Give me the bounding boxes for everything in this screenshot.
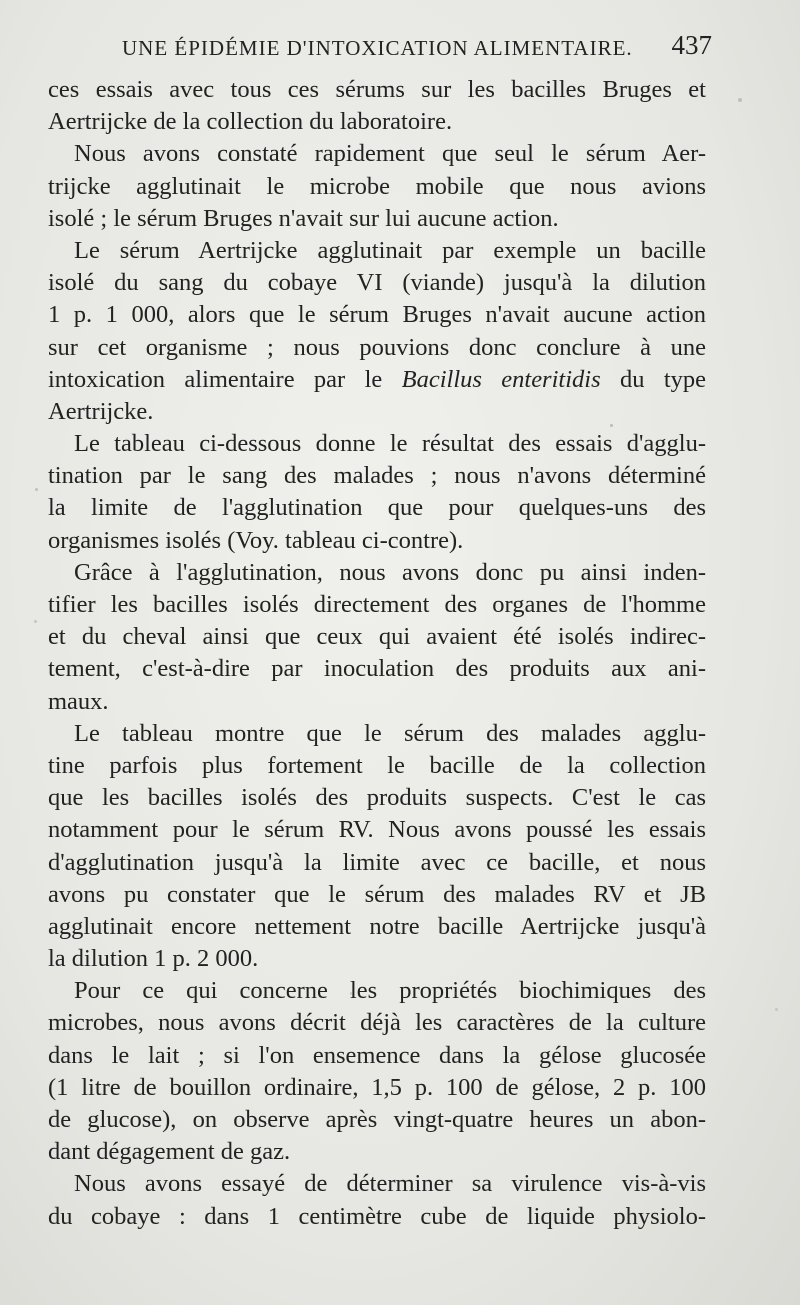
text-line: notamment pour le sérum RV. Nous avons poussé les essais: [48, 816, 706, 844]
running-header: [122, 30, 712, 66]
text-line: avons pu constater que le sérum des malades RV et JB: [48, 880, 706, 908]
text-line: dant dégagement de gaz.: [48, 1138, 291, 1166]
text-line: sur cet organisme ; nous pouvions donc conclure à une: [48, 333, 706, 361]
paragraph: [48, 557, 706, 718]
paragraph: [48, 138, 706, 235]
text-line: isolé du sang du cobaye VI (viande) jusqu'à la dilution: [48, 269, 706, 297]
text-line: Pour ce qui concerne les propriétés biochimiques des: [74, 977, 706, 1005]
text-line: la limite de l'agglutination que pour quelques-uns des: [48, 494, 706, 522]
text-line: microbes, nous avons décrit déjà les caractères de la culture: [48, 1009, 706, 1037]
text-line: dans le lait ; si l'on ensemence dans la gélose glucosée: [48, 1041, 706, 1069]
scan-speck: [454, 992, 457, 995]
paragraph: [48, 718, 706, 976]
paragraph: [48, 975, 706, 1168]
scan-speck: [35, 488, 38, 491]
scan-speck: [350, 992, 352, 995]
text-line: du cobaye : dans 1 centimètre cube de liquide physiolo-: [48, 1202, 706, 1230]
text-line: tifier les bacilles isolés directement des organes de l'homme: [48, 591, 706, 618]
text-line: Grâce à l'agglutination, nous avons donc pu ainsi inden-: [74, 558, 706, 586]
text-line: que les bacilles isolés des produits suspects. C'est le cas: [48, 784, 706, 812]
text-line: Aertrijcke.: [48, 397, 154, 425]
text-line: tement, c'est-à-dire par inoculation des produits aux ani-: [48, 655, 706, 683]
text-line: ces essais avec tous ces sérums sur les bacilles Bruges et: [48, 76, 706, 103]
text-line: Le tableau ci-dessous donne le résultat des essais d'agglu-: [74, 430, 706, 458]
text-line: trijcke agglutinait le microbe mobile que nous avions: [48, 172, 706, 200]
running-title: UNE ÉPIDÉMIE D'INTOXICATION ALIMENTAIRE.: [122, 36, 633, 60]
text-line: (1 litre de bouillon ordinaire, 1,5 p. 100 de gélose, 2 p. 100: [48, 1073, 706, 1101]
species-name: Bacillus enteritidis: [401, 365, 601, 393]
text-line: Nous avons essayé de déterminer sa virulence vis-à-vis: [74, 1170, 706, 1198]
paragraph: [48, 428, 706, 557]
scan-speck: [738, 98, 742, 102]
text-line: maux.: [48, 687, 109, 715]
text-line: isolé ; le sérum Bruges n'avait sur lui aucune action.: [48, 204, 559, 232]
text-line: d'agglutination jusqu'à la limite avec ce bacille, et nous: [48, 848, 706, 876]
text-line: Nous avons constaté rapidement que seul le sérum Aer-: [74, 140, 706, 168]
scan-speck: [610, 424, 613, 427]
text-line: Le tableau montre que le sérum des malades agglu-: [74, 719, 706, 747]
text-line: tine parfois plus fortement le bacille de la collection: [48, 751, 706, 779]
text-line: Le sérum Aertrijcke agglutinait par exemple un bacille: [74, 236, 706, 264]
page-number: 437: [671, 30, 712, 60]
text-line: intoxication alimentaire par le Bacillus enteritidis du type: [48, 365, 706, 393]
text-line: Aertrijcke de la collection du laboratoire.: [48, 108, 453, 136]
text-line: agglutinait encore nettement notre bacille Aertrijcke jusqu'à: [48, 912, 706, 940]
text-line: organismes isolés (Voy. tableau ci-contre).: [48, 526, 464, 554]
paragraph: [48, 1168, 706, 1232]
body-text: [48, 74, 706, 1233]
paragraph: [48, 74, 706, 138]
text-line: et du cheval ainsi que ceux qui avaient été isolés indirec-: [48, 623, 706, 651]
scan-speck: [34, 620, 37, 623]
scan-speck: [775, 1008, 778, 1011]
text-line: de glucose), on observe après vingt-quatre heures un abon-: [48, 1106, 706, 1133]
text-line: tination par le sang des malades ; nous n'avons déterminé: [48, 462, 706, 490]
text-line: 1 p. 1 000, alors que le sérum Bruges n'avait aucune action: [48, 301, 706, 329]
paragraph: [48, 235, 706, 428]
text-line: la dilution 1 p. 2 000.: [48, 945, 259, 973]
